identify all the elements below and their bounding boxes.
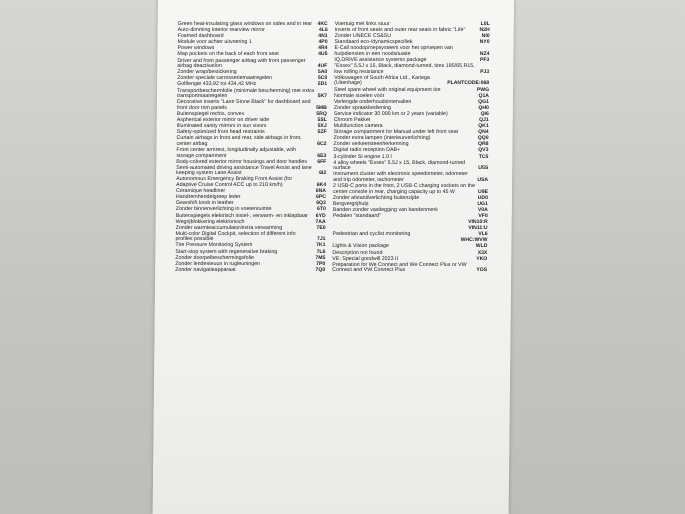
option-description: Zonder doorpelbeschermingsfolie (175, 254, 254, 261)
option-description: Foamed dashboard (177, 33, 224, 40)
option-code: PF3 (479, 57, 490, 64)
option-code: QV3 (478, 147, 489, 154)
option-code: 6T0 (316, 206, 326, 213)
option-code: V0A (477, 206, 488, 213)
option-description: IQ.DRIVE assistance systems package (334, 57, 427, 64)
option-row (176, 148, 326, 159)
option-description: VE: Special goodwill 2023 II (332, 255, 398, 262)
option-code: QG1 (478, 98, 489, 105)
option-description: Zonder speciale carrosseriemaatregelen (177, 75, 273, 82)
option-description: Inserts of front seats and outer rear seats in fabric "Life" (334, 27, 466, 34)
option-code: 5SL (317, 117, 327, 123)
option-description: Body-colored exterior mirror housings and door handles (176, 158, 308, 165)
option-description: E-Call noodoproepsysteem voor het oproepen van hulpdiensten in een noodsituatie (334, 45, 453, 57)
option-description: Zonder spraakbediening (333, 104, 392, 111)
option-code: VIN10:R (468, 219, 488, 226)
option-row (334, 64, 489, 75)
option-code: 5XJ (317, 123, 327, 130)
option-code: 7Q0 (315, 266, 326, 273)
option-description: Gearshift knob in leather (175, 200, 234, 207)
option-code: QN4 (478, 129, 489, 136)
option-description: Lights & Vision package (332, 243, 389, 250)
option-row (334, 46, 489, 57)
option-description: Zonder navigatieapparaat (175, 266, 236, 273)
option-description: Pedalen "standaard" (332, 213, 382, 219)
option-description: Wegrijblokkering elektronisch (175, 218, 245, 225)
option-description: Illuminated vanity mirrors in sun visors (176, 123, 267, 130)
option-code: 4P0 (318, 39, 328, 46)
option-description: Decorative inserts "Lane Stone Black" for dashboard and front door trim panels (176, 99, 311, 111)
option-description: Auto-dimming interior rearview mirror (177, 27, 265, 34)
option-code: UG1 (477, 200, 488, 207)
option-code: NI0 (481, 33, 490, 40)
option-row (334, 76, 489, 87)
option-code: 7E0 (316, 224, 326, 231)
option-description: Zonder binnenverlichting in voetenruimte (175, 206, 272, 213)
option-code: YKO (476, 255, 488, 262)
option-code: 4L6 (318, 27, 328, 34)
option-code: WLD (475, 243, 488, 250)
option-code: VF0 (478, 213, 488, 219)
option-description: Buitenspiegels elektrisch instel-, verwarm- en inklapbaar (175, 212, 308, 219)
option-code: 5D1 (317, 81, 328, 88)
paper-sheet (153, 0, 514, 514)
option-description: Bergvergrijhulp (332, 200, 369, 207)
option-code: 7K1 (316, 242, 326, 249)
option-description: Zonder warmteaccumulator/extra verwarming (175, 224, 283, 231)
option-description: Semi-automated driving assistance Travel Assist and lane keeping system Lane Assist (176, 164, 312, 177)
option-description: Steel spare wheel with original equipment tire (334, 86, 441, 93)
left-column (175, 22, 328, 274)
option-description: Instrument cluster with electronic speedometer, odometer and trip odometer, tachometer (333, 171, 468, 183)
option-description: Driver and front passenger airbag with front passenger airbag deactivation (177, 57, 306, 70)
option-code: 4UF (317, 63, 328, 70)
option-code: UD0 (477, 194, 488, 201)
option-code: 4R4 (318, 45, 328, 52)
option-description: Zonder wrap/bestickering (177, 69, 237, 76)
option-code: QJ1 (479, 117, 489, 123)
option-code: NY0 (479, 39, 490, 46)
option-code: 7M5 (315, 254, 326, 261)
option-description: Zonder UNECE CS&SU (334, 33, 392, 40)
option-description: Service indicator 30 000 km or 2 years (variable) (333, 110, 448, 117)
option-description: Ceramique headliner (175, 188, 226, 195)
option-description: 3-cylinder SI engine 1.0 l (333, 153, 392, 160)
option-code: 5C0 (317, 75, 328, 82)
option-description: Banden zonder vastlegging van bandenmerk (332, 206, 438, 213)
option-code: 7J1 (316, 236, 326, 243)
option-code: 6K4 (316, 182, 327, 189)
option-code: 7P0 (316, 260, 326, 267)
option-description: Preparation for We Connect and We Connect Plus or VW Connect and VW Connect Plus (332, 261, 467, 274)
option-description: Standaard eco-/dynamicspecifiek (334, 39, 413, 46)
option-code: WHC:WVW (460, 237, 488, 244)
option-description: Map pockets on the back of each front seat (177, 51, 279, 58)
option-description: Digital radio reception DAB+ (333, 147, 401, 154)
option-description: Module voor achter uitvoering 1 (177, 39, 252, 46)
option-description: Volkswagen of South Africa Ltd., Kariega (Uitenhage) (334, 74, 430, 87)
option-row (177, 89, 327, 100)
option-description: 4 alloy wheels "Essex" 5.5J x 15, Black, diamond-turned surface (333, 159, 466, 172)
option-description: 2 USB-C ports in the front, 2 USB-C charging sockets on the center console in rear, charging capacity up to 45 W (332, 183, 475, 195)
option-code: VL6 (478, 231, 488, 238)
option-description: Zonder lendesteuun in rugleuningen (175, 260, 261, 267)
option-description: Voertuig met links stuur (334, 21, 390, 27)
option-description: Chroom Pakket (333, 117, 371, 123)
option-description: Description not found (332, 249, 383, 256)
option-code: 7L6 (316, 248, 326, 255)
option-code: QI6 (480, 110, 489, 117)
option-code: L0L (480, 21, 490, 27)
option-code: Q1A (478, 92, 490, 99)
option-code: X3X (477, 249, 488, 256)
option-row (333, 220, 488, 226)
option-code: TC5 (478, 153, 489, 160)
option-description: Front center armrest, longitudinally adjustable, with storage compartment (176, 146, 297, 159)
option-code: USA (477, 176, 489, 183)
option-row (333, 214, 488, 220)
option-code: U9E (478, 188, 489, 195)
option-row (176, 177, 326, 188)
option-description: Zonder afstandverlichting buitenzijde (332, 194, 420, 201)
option-description: Start-stop system with regenerative braking (175, 248, 278, 255)
option-description: Zonder verkeersteenherkenning (333, 141, 409, 148)
option-description: Aspherical exterior mirror on driver side (176, 117, 270, 123)
option-row (176, 166, 326, 177)
option-description: Handremhendelgreep leder (175, 194, 241, 201)
option-row (333, 184, 488, 195)
option-description: Multifunction camera (333, 123, 383, 130)
option-row (333, 172, 488, 183)
option-code: U5S (478, 165, 489, 172)
option-code: 6YD (315, 212, 326, 219)
option-code: YOS (476, 267, 488, 274)
option-row (175, 268, 325, 274)
option-description: Normale stoelen vóór (333, 92, 385, 99)
option-code: 7AA (315, 218, 326, 225)
option-code: QH0 (478, 104, 489, 111)
option-code: QQ0 (477, 135, 489, 142)
option-description: Safety-optimized front head restraints (176, 129, 265, 136)
option-description: Golflengte 433,92 tot 434,42 MHz (177, 81, 257, 88)
option-code: 6I2 (319, 170, 327, 177)
option-description: Tire Pressure Monitoring System (175, 242, 253, 249)
option-description: Storage compartment for Manual under left front seat (333, 129, 459, 136)
option-description: Green heat-insulating glass windows on sides and in rear (177, 21, 313, 27)
option-description: Buitenspiegel rechts, convex (176, 110, 245, 117)
option-code: 5ZF (317, 129, 327, 136)
option-description: Multi-color Digital Cockpit, selection of different info profiles possible (175, 230, 296, 243)
option-code: N2H (479, 27, 490, 34)
option-code: QK1 (478, 123, 489, 130)
option-row (175, 232, 325, 243)
option-code: QR8 (477, 141, 489, 148)
option-row (176, 136, 326, 147)
option-row (332, 263, 487, 274)
option-code: PWG (476, 86, 490, 93)
option-description: Curtain airbags in front and rear, side airbags in front, center airbag (176, 135, 302, 147)
option-code: 5K7 (317, 93, 328, 100)
option-description: Pedestrian and cyclist monitoring (332, 231, 411, 238)
option-description: Verlengde onderhoudsintervallen (333, 98, 412, 105)
option-description: Zonder extra lampen (interieurverlichting) (333, 135, 431, 142)
option-row (177, 59, 327, 70)
option-code: 6E3 (317, 152, 327, 159)
option-code: 6C2 (317, 140, 327, 147)
option-description: "Essex" 5.5J x 15, Black, diamond-turned, tires 185/65 R15, low rolling resistance (334, 63, 475, 75)
option-code: 6NA (315, 188, 327, 195)
option-code: NZ4 (479, 50, 490, 57)
option-code: VIN11:U (468, 225, 488, 232)
option-code: PLANTCODE:068 (447, 80, 490, 87)
option-row (333, 161, 488, 172)
option-code: 5MB (316, 104, 327, 111)
option-description: Transportbeschermfolie (minimale bescherming) met extra transportmaatregelen (176, 87, 315, 100)
option-code: 6PC (315, 194, 326, 201)
option-code: 5RQ (316, 110, 327, 117)
option-code: 4KC (317, 21, 328, 27)
option-code: 5A0 (317, 69, 328, 76)
option-code: 6Q3 (316, 200, 326, 207)
option-row (177, 100, 327, 111)
option-description: Power windows (177, 45, 215, 52)
option-code: 6FF (317, 158, 327, 165)
option-description: Autonomous Emergency Braking Front Assist (for Adaptive Cruise Control ACC up to 210 km/h) (176, 176, 293, 189)
option-code: PJ3 (480, 68, 490, 75)
option-code: 4U5 (318, 51, 328, 58)
right-column (332, 22, 490, 274)
option-code: 4N1 (318, 33, 328, 40)
